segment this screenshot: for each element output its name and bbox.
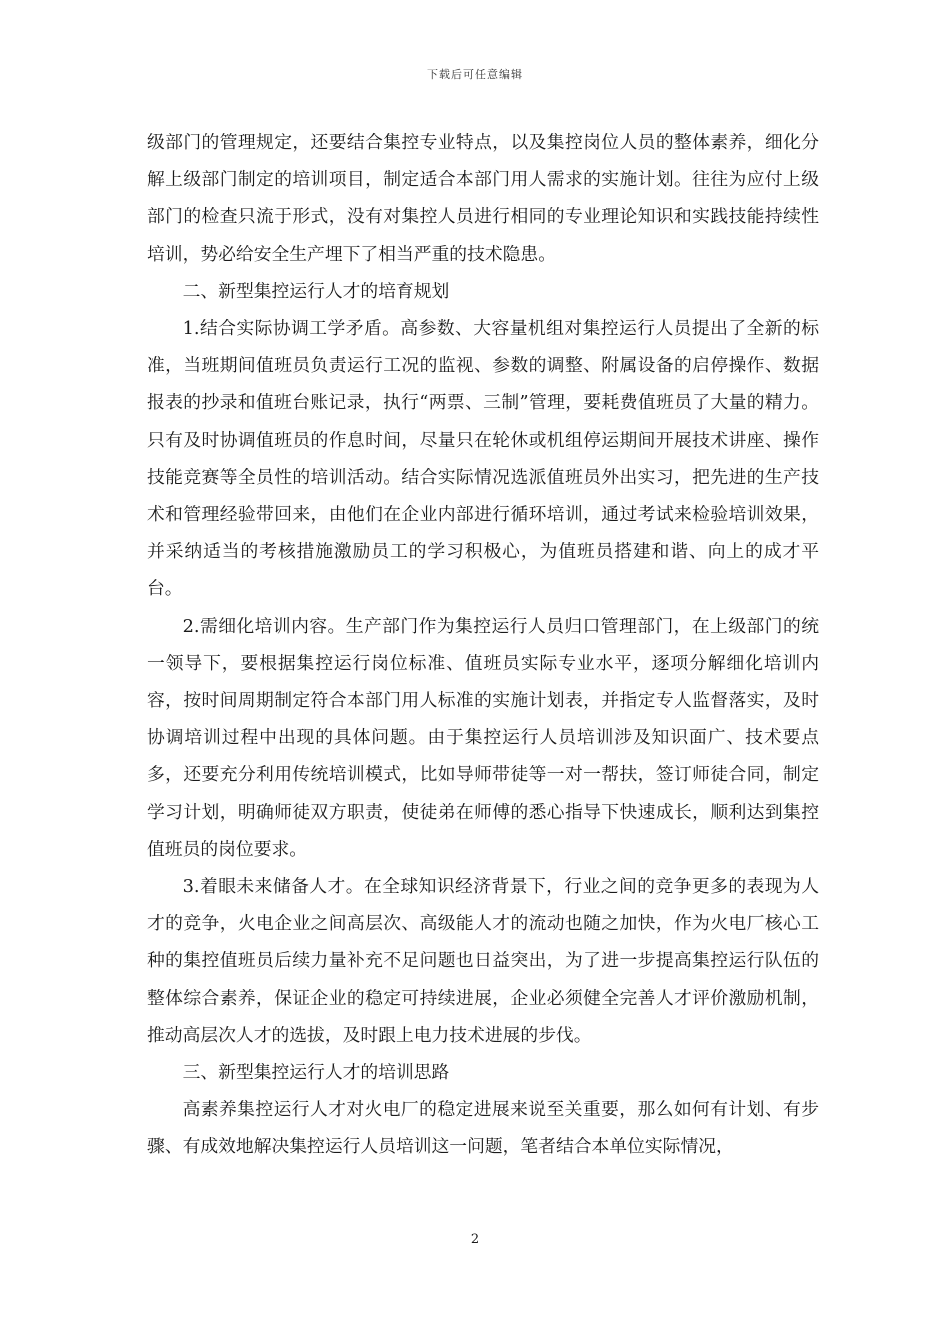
page-header: 下载后可任意编辑: [427, 68, 523, 81]
paragraph-item-2: 2.需细化培训内容。生产部门作为集控运行人员归口管理部门，在上级部门的统一领导下，要根据集控运行岗位标准、值班员实际专业水平，逐项分解细化培训内容，按时间周期制定符合本部门用人标准的实施计划表，并指定专人监督落实，及时协调培训过程中出现的具体问题。由于集控运行人员培训涉及知识面广、技术要点多，还要充分利用传统培训模式，比如导师带徒等一对一帮扶，签订师徒合同，制定学习计划，明确师徒双方职责，使徒弟在师傅的悉心指导下快速成长，顺利达到集控值班员的岗位要求。: [147, 615, 819, 860]
paragraph-item-1: 1.结合实际协调工学矛盾。高参数、大容量机组对集控运行人员提出了全新的标准，当班期间值班员负责运行工况的监视、参数的调整、附属设备的启停操作、数据报表的抄录和值班台账记录，执行“两票、三制”管理，要耗费值班员了大量的精力。只有及时协调值班员的作息时间，尽量只在轮休或机组停运期间开展技术讲座、操作技能竞赛等全员性的培训活动。结合实际情况选派值班员外出实习，把先进的生产技术和管理经验带回来，由他们在企业内部进行循环培训，通过考试来检验培训效果，并采纳适当的考核措施激励员工的学习积极心，为值班员搭建和谐、向上的成才平台。: [147, 318, 819, 600]
paragraph-intro: 高素养集控运行人才对火电厂的稳定进展来说至关重要，那么如何有计划、有步骤、有成效地解决集控运行人员培训这一问题，笔者结合本单位实际情况，: [147, 1099, 819, 1158]
paragraph-item-3: 3.着眼未来储备人才。在全球知识经济背景下，行业之间的竞争更多的表现为人才的竞争，火电企业之间高层次、高级能人才的流动也随之加快，作为火电厂核心工种的集控值班员后续力量补充不足问题也日益突出，为了进一步提高集控运行队伍的整体综合素养，保证企业的稳定可持续进展，企业必须健全完善人才评价激励机制，推动高层次人才的选拔，及时跟上电力技术进展的步伐。: [147, 876, 819, 1046]
page-number: 2: [470, 1232, 480, 1247]
section-heading-2: 二、新型集控运行人才的培育规划: [182, 280, 450, 302]
document-body: [147, 124, 819, 1166]
paragraph-continuation: 级部门的管理规定，还要结合集控专业特点，以及集控岗位人员的整体素养，细化分解上级部门制定的培训项目，制定适合本部门用人需求的实施计划。往往为应付上级部门的检查只流于形式，没有对集控人员进行相同的专业理论知识和实践技能持续性培训，势必给安全生产埋下了相当严重的技术隐患。: [147, 132, 819, 265]
section-heading-3: 三、新型集控运行人才的培训思路: [182, 1062, 450, 1084]
